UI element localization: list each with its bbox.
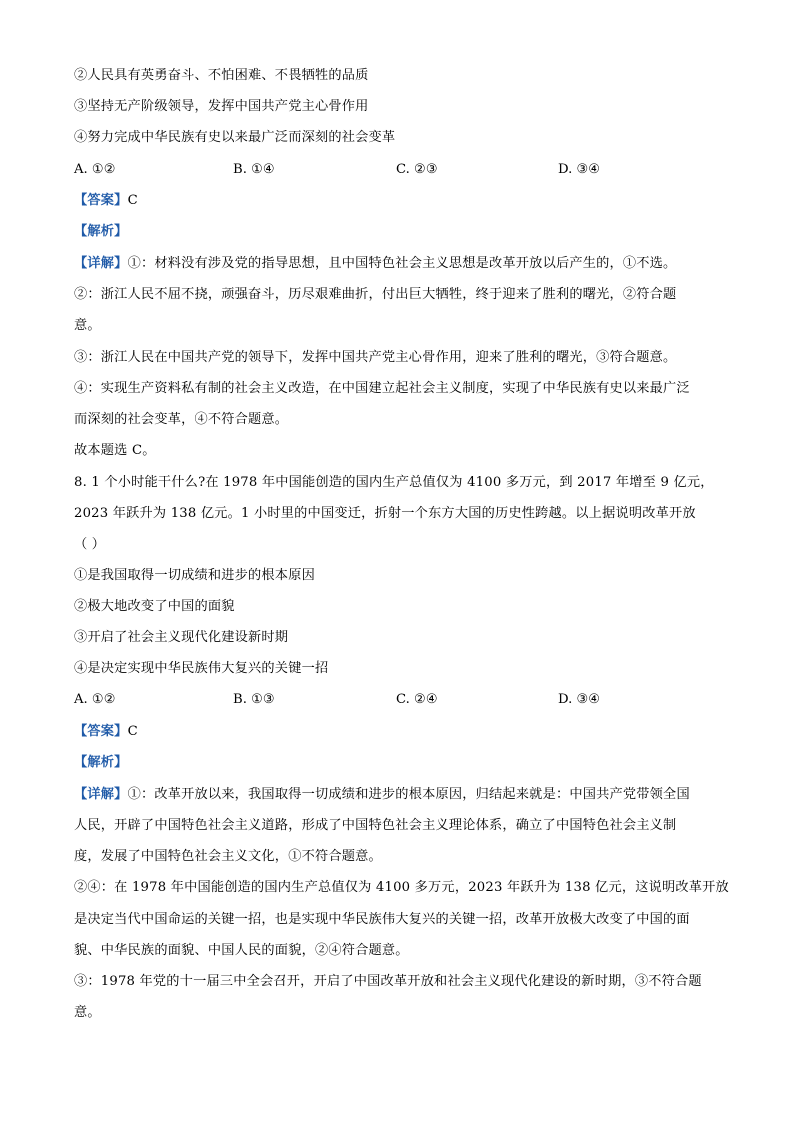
analysis-tag: 【解析】 [74, 755, 128, 770]
answer-value: C [127, 724, 138, 739]
q8-stem-blank: （ ） [74, 537, 106, 552]
detail-text: ①：改革开放以来，我国取得一切成绩和进步的根本原因，归结起来就是：中国共产党带领全国 [127, 787, 690, 802]
answer-value: C [127, 193, 138, 208]
q7-option-2: ②人民具有英勇奋斗、不怕困难、不畏牺牲的品质 [74, 68, 369, 83]
q8-detail-line-1 [74, 785, 734, 805]
q8-option-1: ①是我国取得一切成绩和进步的根本原因 [74, 568, 315, 583]
q8-choice-c: C. ②④ [396, 692, 438, 707]
q7-analysis-heading [74, 222, 734, 242]
q7-conclusion: 故本题选 C。 [74, 443, 156, 458]
q8-stem-line-2: 2023 年跃升为 138 亿元。1 小时里的中国变迁，折射一个东方大国的历史性跨越。以上据说明改革开放 [74, 506, 696, 521]
q7-answer [74, 191, 734, 211]
q7-detail-line-6: 而深刻的社会变革，④不符合题意。 [74, 412, 289, 427]
q8-choice-a: A. ①② [74, 692, 116, 707]
answer-tag: 【答案】 [74, 193, 128, 208]
answer-tag: 【答案】 [74, 724, 128, 739]
q8-choice-d: D. ③④ [558, 692, 601, 707]
q7-option-4: ④努力完成中华民族有史以来最广泛而深刻的社会变革 [74, 130, 396, 145]
q7-choice-b: B. ①④ [233, 162, 275, 177]
q8-answer [74, 722, 734, 742]
detail-tag: 【详解】 [74, 787, 128, 802]
q7-choice-d: D. ③④ [558, 162, 601, 177]
q8-detail-line-7: ③：1978 年党的十一届三中全会召开，开启了中国改革开放和社会主义现代化建设的新时期，③不符合题 [74, 974, 702, 989]
q7-detail-line-5: ④：实现生产资料私有制的社会主义改造，在中国建立起社会主义制度，实现了中华民族有史以来最广泛 [74, 381, 690, 396]
q7-detail-line-1 [74, 254, 734, 274]
q8-analysis-heading [74, 753, 734, 773]
detail-tag: 【详解】 [74, 256, 128, 271]
q7-choice-a: A. ①② [74, 162, 116, 177]
q8-detail-line-4: ②④：在 1978 年中国能创造的国内生产总值仅为 4100 多万元，2023 年跃升为 138 亿元，这说明改革开放 [74, 880, 729, 895]
q8-detail-line-6: 貌、中华民族的面貌、中国人民的面貌，②④符合题意。 [74, 943, 409, 958]
q8-detail-line-2: 人民，开辟了中国特色社会主义道路，形成了中国特色社会主义理论体系，确立了中国特色社会主义制 [74, 818, 677, 833]
q7-choice-c: C. ②③ [396, 162, 438, 177]
q7-detail-line-4: ③：浙江人民在中国共产党的领导下，发挥中国共产党主心骨作用，迎来了胜利的曙光，③符合题意。 [74, 350, 677, 365]
analysis-tag: 【解析】 [74, 224, 128, 239]
q8-choice-b: B. ①③ [233, 692, 275, 707]
q8-stem-line-1: 8. 1 个小时能干什么?在 1978 年中国能创造的国内生产总值仅为 4100 多万元，到 2017 年增至 9 亿元， [74, 475, 714, 490]
q8-detail-line-3: 度，发展了中国特色社会主义文化，①不符合题意。 [74, 849, 382, 864]
detail-text: ①：材料没有涉及党的指导思想，且中国特色社会主义思想是改革开放以后产生的，①不选。 [127, 256, 677, 271]
q8-option-2: ②极大地改变了中国的面貌 [74, 599, 235, 614]
q7-detail-line-2: ②：浙江人民不屈不挠，顽强奋斗，历尽艰难曲折，付出巨大牺牲，终于迎来了胜利的曙光，②符合题 [74, 287, 677, 302]
q8-detail-line-8: 意。 [74, 1005, 101, 1020]
q7-option-3: ③坚持无产阶级领导，发挥中国共产党主心骨作用 [74, 99, 369, 114]
q7-detail-line-3: 意。 [74, 318, 101, 333]
q8-option-4: ④是决定实现中华民族伟大复兴的关键一招 [74, 661, 329, 676]
q8-detail-line-5: 是决定当代中国命运的关键一招，也是实现中华民族伟大复兴的关键一招，改革开放极大改变了中国的面 [74, 912, 690, 927]
q8-option-3: ③开启了社会主义现代化建设新时期 [74, 630, 289, 645]
